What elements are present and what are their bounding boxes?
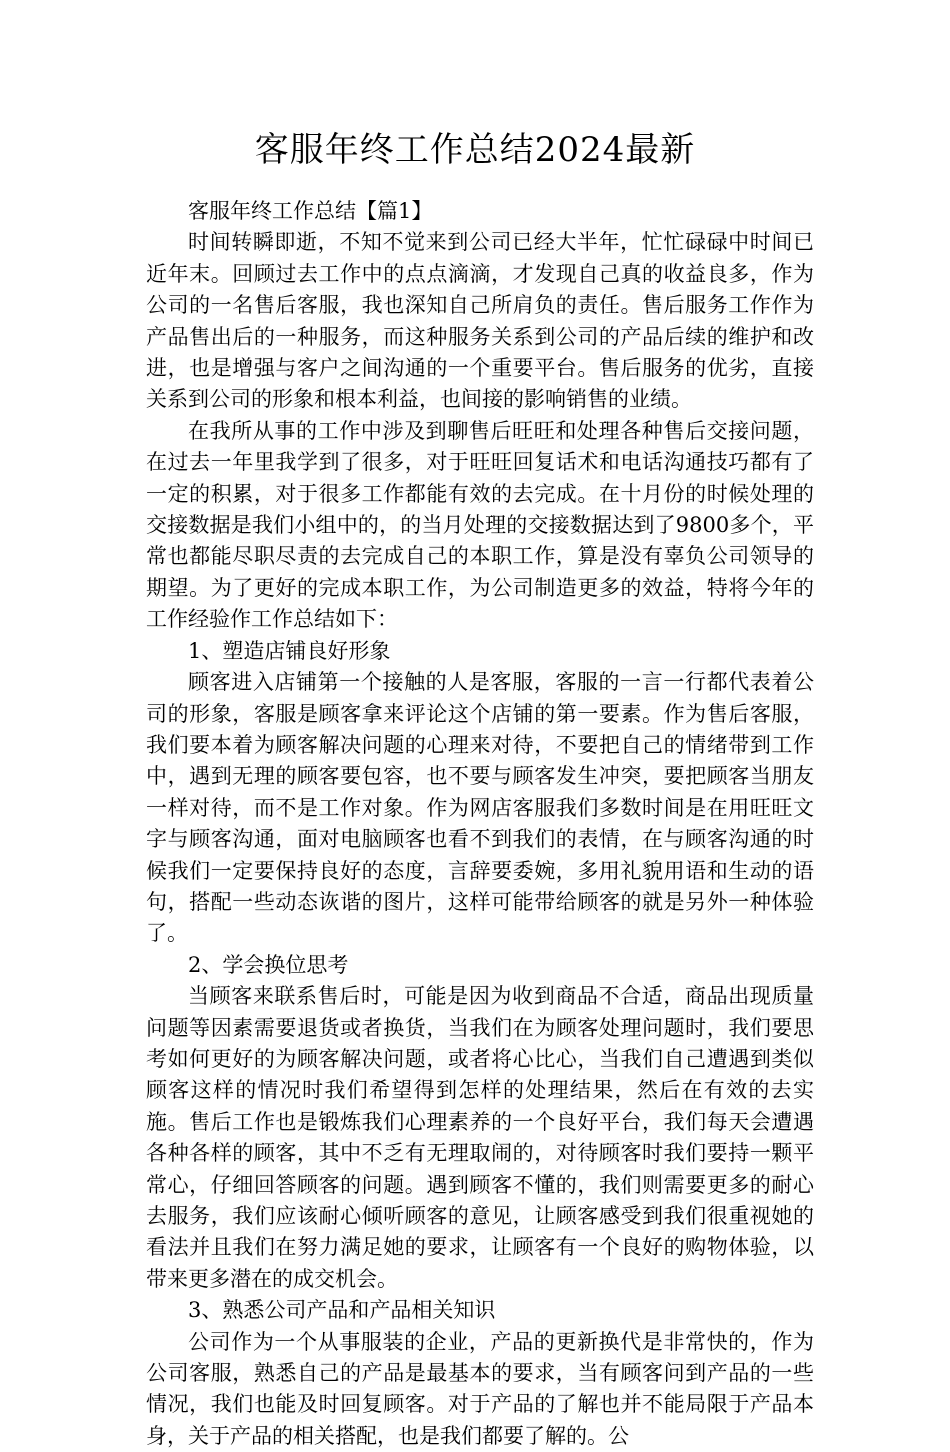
subheading: 2、学会换位思考: [188, 952, 349, 977]
paragraph: 在我所从事的工作中涉及到聊售后旺旺和处理各种售后交接问题，在过去一年里我学到了很多，对于旺旺回复话术和电话沟通技巧都有了一定的积累，对于很多工作都能有效的去完成。在十月份的时候处理的交接数据是我们小组中的，的当月处理的交接数据达到了9800多个，平常也都能尽职尽责的去完成自己的本职工作，算是没有辜负公司领导的期望。为了更好的完成本职工作，为公司制造更多的效益，特将今年的工作经验作工作总结如下：: [146, 418, 814, 632]
paragraph: 公司作为一个从事服装的企业，产品的更新换代是非常快的，作为公司客服，熟悉自己的产品是最基本的要求，当有顾客问到产品的一些情况，我们也能及时回复顾客。对于产品的了解也并不能局限于产品本身，关于产品的相关搭配，也是我们都要了解的。公: [146, 1329, 814, 1448]
paragraph: 时间转瞬即逝，不知不觉来到公司已经大半年，忙忙碌碌中时间已近年末。回顾过去工作中的点点滴滴，才发现自己真的收益良多，作为公司的一名售后客服，我也深知自己所肩负的责任。售后服务工作作为产品售出后的一种服务，而这种服务关系到公司的产品后续的维护和改进，也是增强与客户之间沟通的一个重要平台。售后服务的优劣，直接关系到公司的形象和根本利益，也间接的影响销售的业绩。: [146, 230, 814, 412]
section-heading: 客服年终工作总结【篇1】: [188, 199, 433, 223]
page-title: 客服年终工作总结2024最新: [254, 130, 696, 170]
paragraph: 顾客进入店铺第一个接触的人是客服，客服的一言一行都代表着公司的形象，客服是顾客拿来评论这个店铺的第一要素。作为售后客服，我们要本着为顾客解决问题的心理来对待，不要把自己的情绪带到工作中，遇到无理的顾客要包容，也不要与顾客发生冲突，要把顾客当朋友一样对待，而不是工作对象。作为网店客服我们多数时间是在用旺旺文字与顾客沟通，面对电脑顾客也看不到我们的表情，在与顾客沟通的时候我们一定要保持良好的态度，言辞要委婉，多用礼貌用语和生动的语句，搭配一些动态诙谐的图片，这样可能带给顾客的就是另外一种体验了。: [146, 670, 814, 946]
document-body: [146, 196, 814, 1452]
subheading: 1、塑造店铺良好形象: [188, 638, 391, 663]
subheading: 3、熟悉公司产品和产品相关知识: [188, 1298, 496, 1323]
paragraph: 当顾客来联系售后时，可能是因为收到商品不合适，商品出现质量问题等因素需要退货或者换货，当我们在为顾客处理问题时，我们要思考如何更好的为顾客解决问题，或者将心比心，当我们自己遭遇到类似顾客这样的情况时我们希望得到怎样的处理结果，然后在有效的去实施。售后工作也是锻炼我们心理素养的一个良好平台，我们每天会遭遇各种各样的顾客，其中不乏有无理取闹的，对待顾客时我们要持一颗平常心，仔细回答顾客的问题。遇到顾客不懂的，我们则需要更多的耐心去服务，我们应该耐心倾听顾客的意见，让顾客感受到我们很重视她的看法并且我们在努力满足她的要求，让顾客有一个良好的购物体验，以带来更多潜在的成交机会。: [146, 984, 814, 1291]
